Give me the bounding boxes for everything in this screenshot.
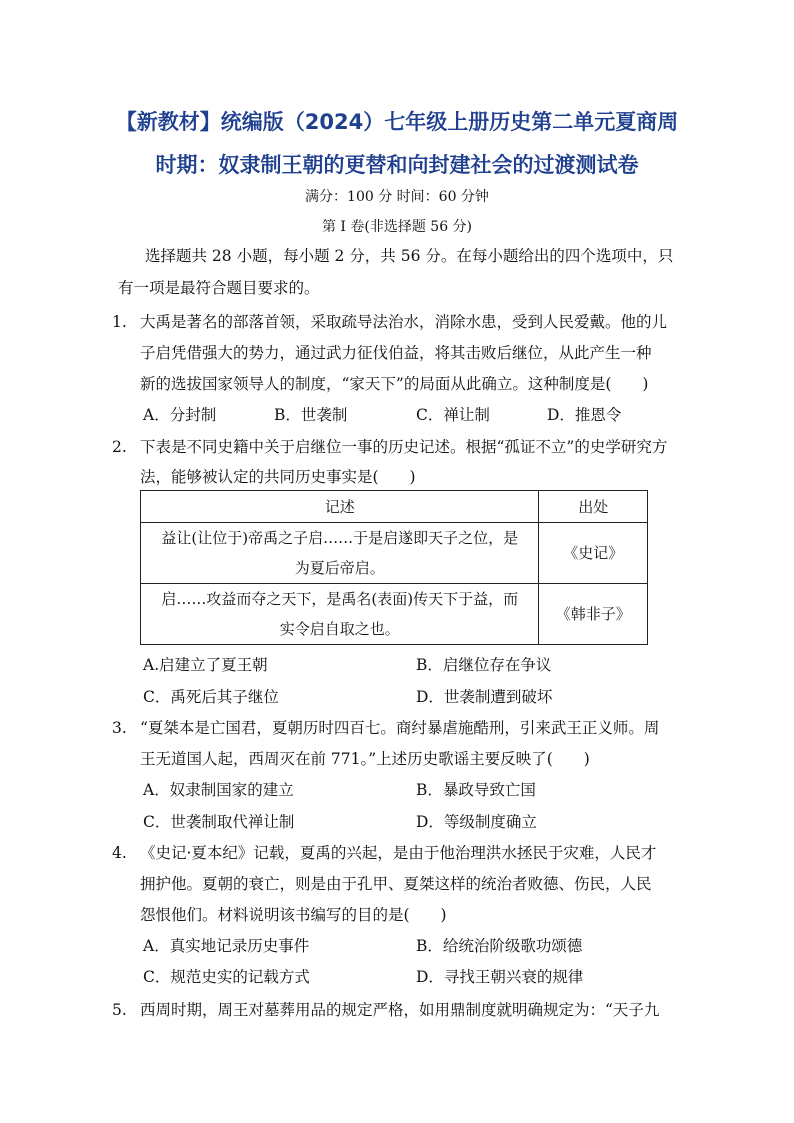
q4-stem-line2: 拥护他。夏朝的衰亡，则是由于孔甲、夏桀这样的统治者败德、伤民，人民 [140, 875, 652, 893]
instructions-line2: 有一项是最符合题目要求的。 [118, 279, 320, 297]
q4-number: 4. [112, 844, 127, 862]
q4-option-d: D．寻找王朝兴衰的规律 [416, 968, 584, 986]
q2-option-a: A.启建立了夏王朝 [143, 656, 268, 674]
q2-option-d: D．世袭制遭到破坏 [416, 688, 553, 706]
instructions-line1: 选择题共 28 小题，每小题 2 分，共 56 分。在每小题给出的四个选项中，只 [145, 247, 674, 265]
record-text-line1: 益让(让位于)帝禹之子启……于是启遂即天子之位，是 [161, 529, 519, 547]
q1-option-d: D．推恩令 [547, 406, 622, 424]
q4-option-b: B．给统治阶级歌功颂德 [416, 937, 583, 955]
q4-stem-line1: 《史记·夏本纪》记载，夏禹的兴起，是由于他治理洪水拯民于灾难，人民才 [140, 844, 657, 862]
q3-option-a: A．奴隶制国家的建立 [143, 781, 294, 799]
q3-option-b: B．暴政导致亡国 [416, 781, 536, 799]
q1-option-c: C．禅让制 [416, 406, 490, 424]
table-cell-record [141, 523, 539, 584]
q4-stem-line3: 怨恨他们。材料说明该书编写的目的是( ) [140, 906, 447, 924]
q3-stem-line2: 王无道国人起，西周灭在前 771。”上述历史歌谣主要反映了( ) [140, 750, 590, 768]
q3-option-d: D．等级制度确立 [416, 813, 537, 831]
q1-option-b: B．世袭制 [274, 406, 348, 424]
record-text-line1: 启……攻益而夺之天下，是禹名(表面)传天下于益，而 [161, 590, 519, 608]
table-header-source: 出处 [539, 491, 648, 523]
exam-title-line2: 时期：奴隶制王朝的更替和向封建社会的过渡测试卷 [155, 153, 639, 177]
score-time: 满分：100 分 时间：60 分钟 [305, 189, 489, 205]
q1-number: 1. [112, 313, 127, 331]
q5-stem-line1: 西周时期，周王对墓葬用品的规定严格，如用鼎制度就明确规定为：“天子九 [140, 1001, 660, 1019]
q5-number: 5. [112, 1001, 127, 1019]
q2-stem-line2: 法，能够被认定的共同历史事实是( ) [140, 468, 416, 486]
q3-option-c: C．世袭制取代禅让制 [143, 813, 295, 831]
q2-stem-line1: 下表是不同史籍中关于启继位一事的历史记述。根据“孤证不立”的史学研究方 [140, 438, 668, 456]
section-heading: 第 I 卷(非选择题 56 分) [321, 219, 473, 235]
exam-title-line1: 【新教材】统编版（2024）七年级上册历史第二单元夏商周 [115, 110, 679, 134]
table-row [141, 584, 648, 645]
q4-option-a: A．真实地记录历史事件 [143, 937, 310, 955]
record-text-line2: 为夏后帝启。 [294, 559, 385, 577]
q3-number: 3. [112, 719, 127, 737]
q2-option-c: C．禹死后其子继位 [143, 688, 279, 706]
q2-source-table [140, 490, 648, 645]
q2-number: 2. [112, 438, 127, 456]
table-cell-source: 《史记》 [539, 523, 648, 584]
table-header-record: 记述 [141, 491, 539, 523]
q1-option-a: A．分封制 [143, 406, 217, 424]
q2-option-b: B．启继位存在争议 [416, 656, 552, 674]
q1-stem-line2: 子启凭借强大的势力，通过武力征伐伯益，将其击败后继位，从此产生一种 [140, 344, 652, 362]
q3-stem-line1: “夏桀本是亡国君，夏朝历时四百七。商纣暴虐施酷刑，引来武王正义师。周 [140, 719, 660, 737]
table-cell-record [141, 584, 539, 645]
record-text-line2: 实令启自取之也。 [279, 620, 400, 638]
table-row [141, 523, 648, 584]
table-header-row [141, 491, 648, 523]
table-cell-source: 《韩非子》 [539, 584, 648, 645]
q1-stem-line1: 大禹是著名的部落首领，采取疏导法治水，消除水患，受到人民爱戴。他的儿 [140, 313, 668, 331]
q1-stem-line3: 新的选拔国家领导人的制度，“家天下”的局面从此确立。这种制度是( ) [140, 375, 649, 393]
q4-option-c: C．规范史实的记载方式 [143, 968, 310, 986]
